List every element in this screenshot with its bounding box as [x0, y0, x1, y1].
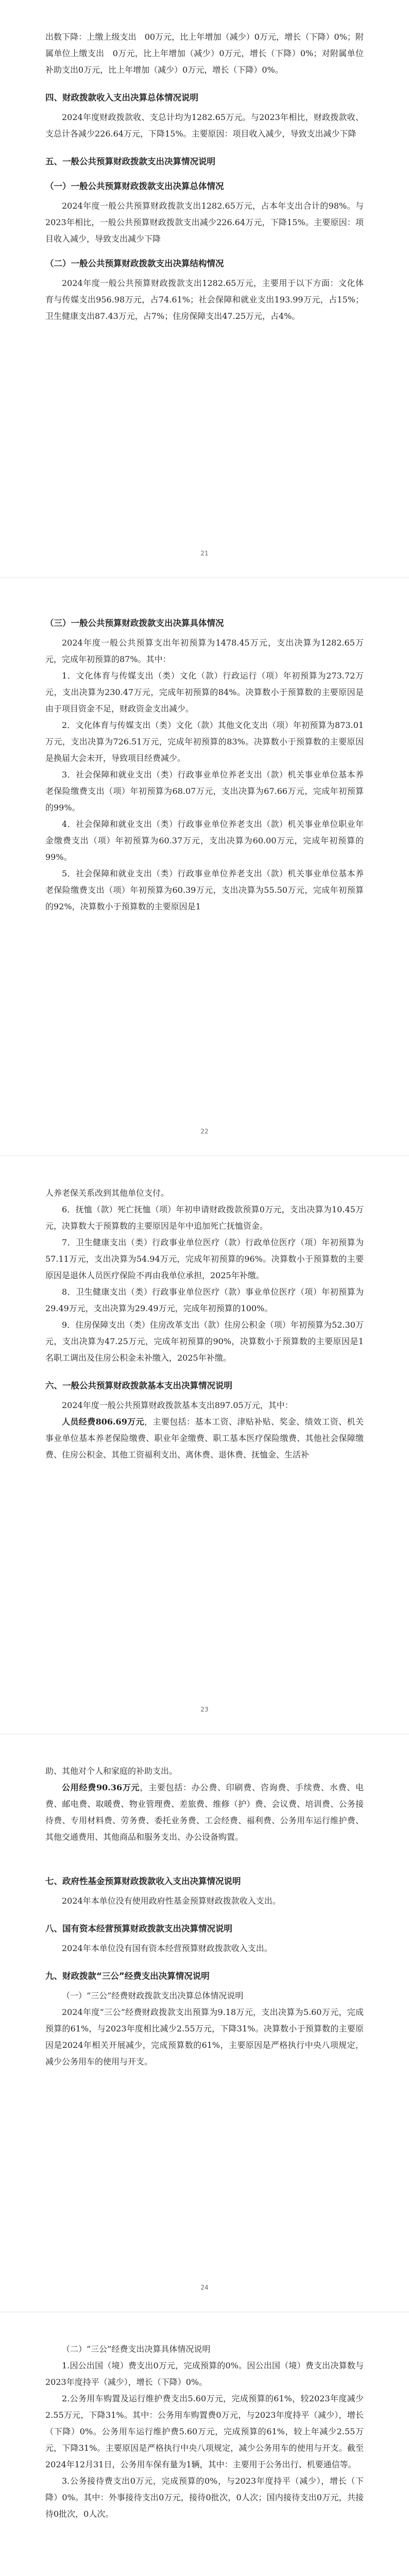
paragraph-text: ，主要包括：基本工资、津贴补贴、奖金、绩效工资、机关事业单位基本养老保险缴费、职业年金缴费、职工基本医疗保险缴费、其他社会保障缴费、住房公积金、其他工资福利支出、离休费、退休费、抚恤金、生活补 — [45, 1417, 364, 1460]
paragraph: 2.公务用车购置及运行维护费支出5.60万元，完成预算的61%，较2023年度减少2.55万元，下降31%。其中：公务用车购置费0万元，与2023年度持平（减少），增长（下降）0%。公务用车运行维护费5.60万元，完成预算的61%，较上年减少2.55万元，下降31%。主要原因是严格执行中央八项规定，减少公务用车的使用与开支。截至2024年12月31日，公务用车保有量为1辆，其中：主要用于公务出行、机要通信等。 — [45, 2394, 364, 2469]
section-heading: 八、国有资本经营预算财政拨款支出决算情况说明 — [45, 1924, 232, 1934]
paragraph: 2024年本单位没有使用政府性基金预算财政拨款收入支出。 — [62, 1896, 281, 1906]
paragraph: 2024年度一般公共预算财政拨款支出1282.65万元，主要用于以下方面：文化体育与传媒支出956.98万元，占74.61%；社会保障和就业支出193.99万元，占15%；卫生健康支出87.43万元，占7%；住房保障支出47.25万元，占4%。 — [45, 278, 364, 321]
emphasis-text: 人员经费806.69万元 — [62, 1417, 145, 1427]
paragraph: 2024年度一般公共预算财政拨款基本支出897.05万元，其中： — [62, 1400, 293, 1410]
paragraph: 2．文化体育与传媒支出（类）文化（款）其他文化支出（项）年初预算为873.01万元，支出决算为726.51万元，完成年初预算的83%。决算数小于预算数的主要原因是换届大会未开，导致项目经费减少。 — [45, 720, 364, 763]
paragraph: 1．文化体育与传媒支出（类）文化（款）行政运行（项）年初预算为273.72万元，支出决算为230.47万元，完成年初预算的84%。决算数小于预算数的主要原因是由于项目资金不足，财政资金支出减少。 — [45, 671, 364, 714]
subsection-heading: （三）一般公共预算财政拨款支出决算具体情况 — [45, 618, 224, 628]
paragraph — [45, 1414, 364, 1463]
paragraph: 3.公务接待费支出0万元，完成预算的0%，与2023年度持平（减少），增长（下降）0%。其中：外事接待支出0万元，接待0批次，0人次；国内接待支出0万元，共接待0批次，0人次。 — [45, 2476, 364, 2519]
page-number: 22 — [200, 1128, 209, 1135]
section-heading: 四、财政拨款收入支出决算总体情况说明 — [45, 93, 198, 103]
paragraph: （一）“三公”经费财政拨款支出决算总体情况说明 — [62, 1991, 244, 2001]
paragraph: 2024年度一般公共预算财政拨款支出1282.65万元，占本年支出合计的98%。与2023年相比，一般公共预算财政拨款支出减少226.64万元，下降15%。主要原因：项目收入减少，导致支出减少下降 — [45, 201, 364, 244]
paragraph: 人养老保关系改到其他单位支付。 — [45, 1188, 169, 1198]
section-heading: 五、一般公共预算财政拨款支出决算情况说明 — [45, 157, 215, 166]
page — [0, 1156, 409, 1734]
subsection-heading: （二）一般公共预算财政拨款支出决算结构情况 — [45, 259, 224, 268]
paragraph-text: ，主要包括：办公费、印刷费、咨询费、手续费、水费、电费、邮电费、取暖费、物业管理费、差旅费、维修（护）费、会议费、培训费、公务接待费、专用材料费、劳务费、委托业务费、工会经费、福利费、公务用车运行维护费、其他交通费用、其他商品和服务支出、办公设备购置。 — [45, 1783, 364, 1842]
page — [0, 578, 409, 1156]
page — [0, 1734, 409, 2312]
subsection-heading: （一）一般公共预算财政拨款支出决算总体情况 — [45, 181, 224, 191]
spacer — [45, 1845, 364, 1862]
page-number: 24 — [200, 2284, 209, 2291]
paragraph: 1.因公出国（境）费支出0万元，完成预算的0%。因公出国（境）费支出决算数与2023年度持平（减少），增长（下降）0%。 — [45, 2361, 364, 2387]
paragraph: 9．住房保障支出（类）住房改革支出（款）住房公积金（项）年初预算为52.30万元，支出决算为47.25万元，完成年初预算的90%，决算数小于预算数的主要原因是1名职工调出及住房公积金未补缴入，2025年补缴。 — [45, 1320, 364, 1363]
paragraph: 2024年本单位没有国有资本经营预算财政拨款收入支出。 — [62, 1943, 272, 1953]
paragraph: 2024年度一般公共预算支出年初预算为1478.45万元，支出决算为1282.65万元，完成年初预算的87%。其中： — [45, 638, 364, 664]
paragraph: 7．卫生健康支出（类）行政事业单位医疗（款）行政单位医疗（项）年初预算为57.11万元，支出决算为54.94万元，完成年初预算的96%。决算数小于预算数的主要原因是退休人员医疗保险不再由我单位承担，2025年补缴。 — [45, 1238, 364, 1280]
emphasis-text: 公用经费90.36万元 — [62, 1783, 140, 1792]
section-heading: 九、财政拨款“三公”经费支出决算情况说明 — [45, 1971, 210, 1981]
paragraph: 2024年度财政拨款收、支总计均为1282.65万元。与2023年相比，财政拨款收、支总计各减少226.64万元，下降15%。主要原因：项目收入减少，导致支出减少下降 — [45, 112, 364, 139]
section-heading: 六、一般公共预算财政拨款基本支出决算情况说明 — [45, 1381, 232, 1391]
paragraph: （二）“三公”经费支出决算具体情况说明 — [62, 2344, 211, 2354]
paragraph: 8．卫生健康支出（类）行政事业单位医疗（款）事业单位医疗（项）年初预算为29.49万元，支出决算为29.49万元，完成年初预算的100%。 — [45, 1287, 364, 1313]
paragraph: 出数下降：上缴上级支出 00万元，比上年增加（减少）0万元，增长（下降）0%；附属单位上缴支出 0万元，比上年增加（减少）0万元，增长（下降）0%；对附属单位补助支出0万元，比上年增加（减少）0万元，增长（下降）0%。 — [45, 32, 364, 75]
paragraph: 5．社会保障和就业支出（类）行政事业单位养老支出（款）机关事业单位基本养老保险缴费支出（项）年初预算为60.39万元，支出决算为55.50万元，完成年初预算的92%，决算数小于预算数的主要原因是1 — [45, 869, 364, 911]
page-number: 23 — [200, 1706, 209, 1713]
paragraph — [45, 1780, 364, 1845]
paragraph: 4．社会保障和就业支出（类）行政事业单位养老支出（款）机关事业单位职业年金缴费支出（项）年初预算为60.37万元，支出决算为60.00万元，完成年初预算的99%。 — [45, 819, 364, 862]
page-number: 21 — [200, 550, 209, 557]
page — [0, 0, 409, 578]
paragraph: 6．抚恤（款）死亡抚恤（项）年初申请财政拨款预算0万元，支出决算为10.45万元，决算数大于预算数的主要原因是年中追加死亡抚恤资金。 — [45, 1205, 364, 1231]
paragraph: 助、其他对个人和家庭的补助支出。 — [45, 1766, 178, 1776]
section-heading: 七、政府性基金预算财政拨款收入支出决算情况说明 — [45, 1876, 241, 1886]
paragraph: 2024年度“三公”经费财政拨款支出预算为9.18万元，支出决算为5.60万元，完成预算的61%，与2023年度相比减少2.55万元，下降31%。决算数小于预算数的主要原因是2024年相关开展减少，完成预算数的61%，主要原因是严格执行中央八项规定，减少公务用车的使用与开支。 — [45, 2007, 364, 2066]
paragraph: 3．社会保障和就业支出（类）行政事业单位养老支出（款）机关事业单位基本养老保险缴费支出（项）年初预算为68.07万元，支出决算为67.66万元，完成年初预算的99%。 — [45, 770, 364, 812]
page — [0, 2312, 409, 2576]
